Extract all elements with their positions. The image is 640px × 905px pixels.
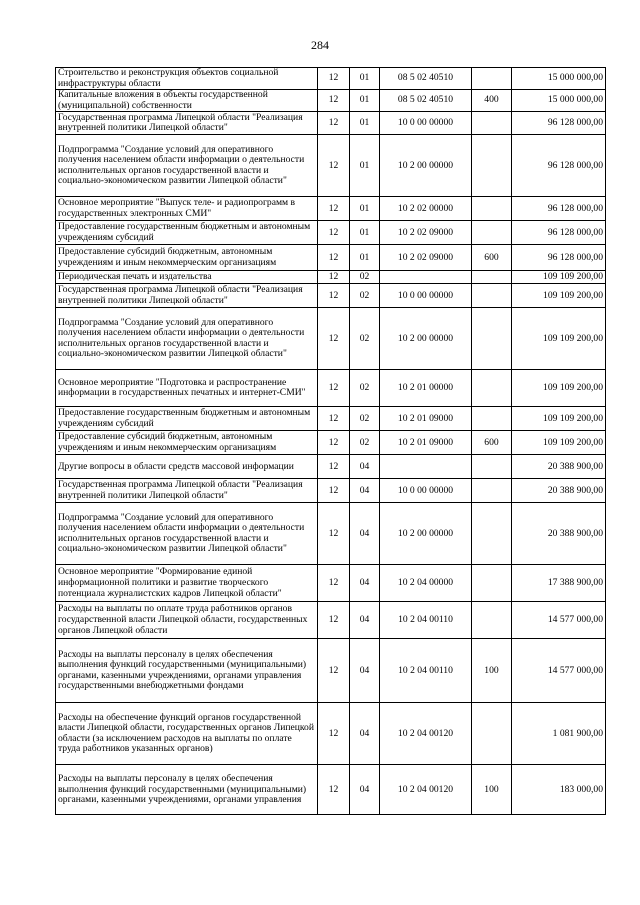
section-code: 12: [318, 245, 350, 271]
subsection-code: 04: [350, 503, 380, 565]
target-item-code: 10 2 02 09000: [380, 221, 472, 245]
subsection-code: 02: [350, 370, 380, 407]
expense-name: Строительство и реконструкция объектов социальной инфраструктуры области: [56, 68, 318, 90]
table-row: [56, 370, 606, 407]
subsection-code: 01: [350, 112, 380, 135]
section-code: 12: [318, 135, 350, 197]
amount: 96 128 000,00: [512, 245, 606, 271]
section-code: 12: [318, 68, 350, 90]
expense-type-code: 100: [472, 765, 512, 815]
expense-name: Расходы на выплаты персоналу в целях обеспечения выполнения функций государственными (муниципальными) органами, казенными учреждениями, органами управления: [56, 765, 318, 815]
table-row: [56, 455, 606, 479]
table-row: [56, 197, 606, 221]
expense-name: Подпрограмма "Создание условий для оперативного получения населением области информации о деятельности исполнительных органов государственной власти и социально-экономическом развитии Липецкой области": [56, 503, 318, 565]
page-number: 284: [311, 38, 329, 52]
expense-type-code: [472, 308, 512, 370]
subsection-code: 01: [350, 221, 380, 245]
amount: 20 388 900,00: [512, 455, 606, 479]
target-item-code: 10 0 00 00000: [380, 284, 472, 308]
expense-name: Предоставление государственным бюджетным и автономным учреждениям субсидий: [56, 407, 318, 431]
subsection-code: 04: [350, 479, 380, 503]
expense-name: Государственная программа Липецкой области "Реализация внутренней политики Липецкой области": [56, 479, 318, 503]
table-row: [56, 602, 606, 639]
expense-name: Государственная программа Липецкой области "Реализация внутренней политики Липецкой области": [56, 284, 318, 308]
expense-type-code: 100: [472, 639, 512, 703]
target-item-code: 10 2 00 00000: [380, 308, 472, 370]
expense-name: Основное мероприятие "Выпуск теле- и радиопрограмм в государственных электронных СМИ": [56, 197, 318, 221]
section-code: 12: [318, 431, 350, 455]
subsection-code: 02: [350, 271, 380, 284]
expense-type-code: [472, 703, 512, 765]
amount: 109 109 200,00: [512, 370, 606, 407]
table-row: [56, 112, 606, 135]
target-item-code: 10 2 04 00120: [380, 703, 472, 765]
expense-type-code: [472, 455, 512, 479]
amount: 15 000 000,00: [512, 90, 606, 112]
budget-table-body: [56, 68, 606, 815]
amount: 1 081 900,00: [512, 703, 606, 765]
expense-type-code: [472, 197, 512, 221]
expense-name: Другие вопросы в области средств массовой информации: [56, 455, 318, 479]
amount: 96 128 000,00: [512, 197, 606, 221]
target-item-code: 10 0 00 00000: [380, 112, 472, 135]
section-code: 12: [318, 284, 350, 308]
section-code: 12: [318, 765, 350, 815]
section-code: 12: [318, 455, 350, 479]
expense-name: Государственная программа Липецкой области "Реализация внутренней политики Липецкой области": [56, 112, 318, 135]
expense-type-code: [472, 565, 512, 602]
section-code: 12: [318, 271, 350, 284]
target-item-code: 10 2 04 00110: [380, 639, 472, 703]
subsection-code: 02: [350, 308, 380, 370]
amount: 14 577 000,00: [512, 639, 606, 703]
expense-name: Капитальные вложения в объекты государственной (муниципальной) собственности: [56, 90, 318, 112]
expense-name: Основное мероприятие "Подготовка и распространение информации в государственных печатных и интернет-СМИ": [56, 370, 318, 407]
table-row: [56, 703, 606, 765]
amount: 109 109 200,00: [512, 284, 606, 308]
table-row: [56, 284, 606, 308]
table-row: [56, 245, 606, 271]
expense-type-code: [472, 221, 512, 245]
table-row: [56, 68, 606, 90]
expense-type-code: [472, 602, 512, 639]
expense-name: Периодическая печать и издательства: [56, 271, 318, 284]
expense-type-code: [472, 112, 512, 135]
budget-table: [55, 67, 606, 815]
section-code: 12: [318, 370, 350, 407]
target-item-code: 10 2 04 00120: [380, 765, 472, 815]
amount: 109 109 200,00: [512, 407, 606, 431]
target-item-code: 08 5 02 40510: [380, 90, 472, 112]
subsection-code: 01: [350, 90, 380, 112]
expense-name: Расходы на выплаты по оплате труда работников органов государственной власти Липецкой области, государственных органов Липецкой области: [56, 602, 318, 639]
expense-type-code: [472, 503, 512, 565]
section-code: 12: [318, 565, 350, 602]
expense-type-code: [472, 284, 512, 308]
amount: 20 388 900,00: [512, 479, 606, 503]
target-item-code: [380, 271, 472, 284]
table-row: [56, 271, 606, 284]
section-code: 12: [318, 90, 350, 112]
target-item-code: 10 2 01 09000: [380, 407, 472, 431]
target-item-code: 10 0 00 00000: [380, 479, 472, 503]
section-code: 12: [318, 407, 350, 431]
expense-name: Расходы на обеспечение функций органов государственной власти Липецкой области, государственных органов Липецкой области (за исключением расходов на выплаты по оплате труда работников указанных органов): [56, 703, 318, 765]
subsection-code: 02: [350, 431, 380, 455]
expense-name: Подпрограмма "Создание условий для оперативного получения населением области информации о деятельности исполнительных органов государственной власти и социально-экономическом развитии Липецкой области": [56, 135, 318, 197]
expense-type-code: [472, 271, 512, 284]
amount: 96 128 000,00: [512, 221, 606, 245]
subsection-code: 04: [350, 455, 380, 479]
subsection-code: 04: [350, 765, 380, 815]
expense-type-code: [472, 370, 512, 407]
subsection-code: 01: [350, 68, 380, 90]
section-code: 12: [318, 503, 350, 565]
table-row: [56, 221, 606, 245]
table-row: [56, 639, 606, 703]
section-code: 12: [318, 221, 350, 245]
expense-type-code: 400: [472, 90, 512, 112]
amount: 14 577 000,00: [512, 602, 606, 639]
amount: 96 128 000,00: [512, 135, 606, 197]
expense-name: Предоставление государственным бюджетным и автономным учреждениям субсидий: [56, 221, 318, 245]
expense-type-code: 600: [472, 431, 512, 455]
subsection-code: 01: [350, 245, 380, 271]
subsection-code: 04: [350, 703, 380, 765]
amount: 15 000 000,00: [512, 68, 606, 90]
section-code: 12: [318, 197, 350, 221]
subsection-code: 04: [350, 639, 380, 703]
table-row: [56, 431, 606, 455]
target-item-code: [380, 455, 472, 479]
subsection-code: 02: [350, 284, 380, 308]
section-code: 12: [318, 112, 350, 135]
amount: 96 128 000,00: [512, 112, 606, 135]
target-item-code: 10 2 04 00110: [380, 602, 472, 639]
expense-name: Подпрограмма "Создание условий для оперативного получения населением области информации о деятельности исполнительных органов государственной власти и социально-экономическом развитии Липецкой области": [56, 308, 318, 370]
expense-type-code: [472, 407, 512, 431]
subsection-code: 01: [350, 197, 380, 221]
target-item-code: 10 2 00 00000: [380, 135, 472, 197]
amount: 109 109 200,00: [512, 308, 606, 370]
table-row: [56, 565, 606, 602]
table-row: [56, 135, 606, 197]
expense-name: Предоставление субсидий бюджетным, автономным учреждениям и иным некоммерческим организациям: [56, 431, 318, 455]
target-item-code: 08 5 02 40510: [380, 68, 472, 90]
target-item-code: 10 2 02 09000: [380, 245, 472, 271]
section-code: 12: [318, 308, 350, 370]
subsection-code: 04: [350, 565, 380, 602]
section-code: 12: [318, 703, 350, 765]
amount: 183 000,00: [512, 765, 606, 815]
expense-name: Предоставление субсидий бюджетным, автономным учреждениям и иным некоммерческим организациям: [56, 245, 318, 271]
table-row: [56, 765, 606, 815]
section-code: 12: [318, 602, 350, 639]
expense-name: Расходы на выплаты персоналу в целях обеспечения выполнения функций государственными (муниципальными) органами, казенными учреждениями, органами управления государственными внебюджетными фондами: [56, 639, 318, 703]
expense-type-code: [472, 135, 512, 197]
target-item-code: 10 2 04 00000: [380, 565, 472, 602]
table-row: [56, 90, 606, 112]
subsection-code: 01: [350, 135, 380, 197]
target-item-code: 10 2 02 00000: [380, 197, 472, 221]
amount: 20 388 900,00: [512, 503, 606, 565]
section-code: 12: [318, 639, 350, 703]
target-item-code: 10 2 00 00000: [380, 503, 472, 565]
expense-type-code: 600: [472, 245, 512, 271]
table-row: [56, 503, 606, 565]
table-row: [56, 308, 606, 370]
amount: 17 388 900,00: [512, 565, 606, 602]
subsection-code: 02: [350, 407, 380, 431]
amount: 109 109 200,00: [512, 271, 606, 284]
table-row: [56, 479, 606, 503]
amount: 109 109 200,00: [512, 431, 606, 455]
section-code: 12: [318, 479, 350, 503]
expense-name: Основное мероприятие "Формирование единой информационной политики и развитие творческого потенциала журналистских кадров Липецкой области": [56, 565, 318, 602]
table-row: [56, 407, 606, 431]
expense-type-code: [472, 68, 512, 90]
target-item-code: 10 2 01 09000: [380, 431, 472, 455]
subsection-code: 04: [350, 602, 380, 639]
expense-type-code: [472, 479, 512, 503]
target-item-code: 10 2 01 00000: [380, 370, 472, 407]
